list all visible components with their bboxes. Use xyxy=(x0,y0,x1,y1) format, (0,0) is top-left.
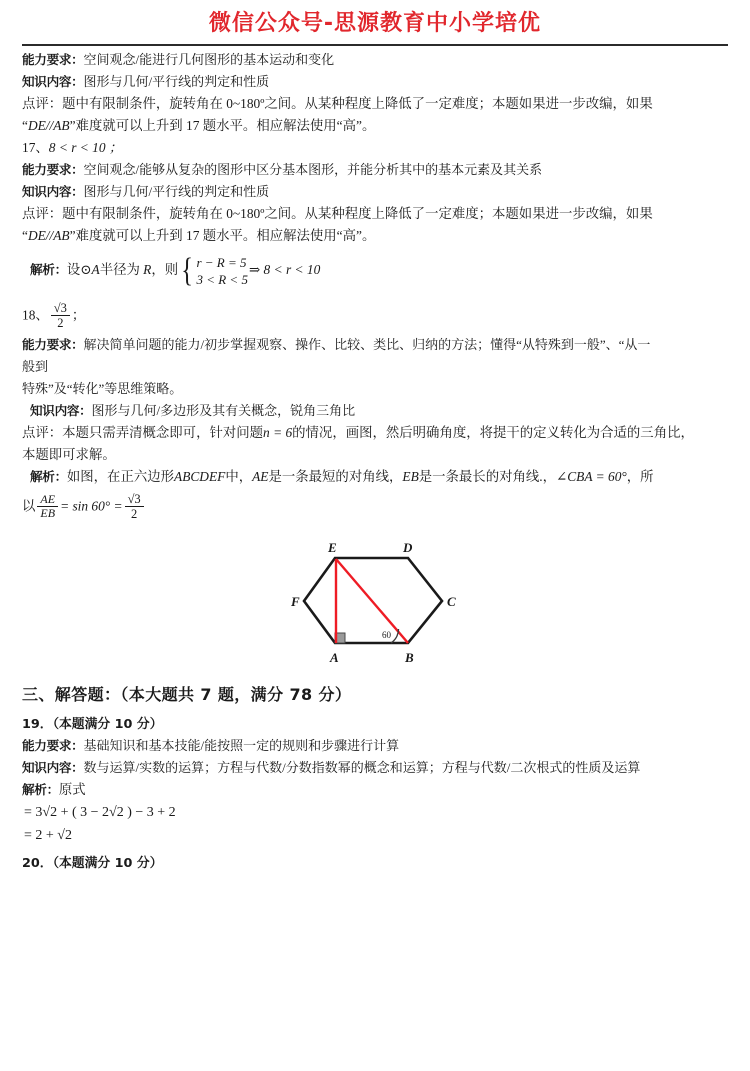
q18-comment-text-b: 的情况，画图，然后明确角度，将提干的定义转化为合适的三角比， xyxy=(292,425,694,440)
q19-math-line-2: = 2 + √2 xyxy=(24,828,72,843)
q18-ability-row-2 xyxy=(22,353,728,375)
q18-analysis-line2-mid: = sin 60° = xyxy=(60,498,123,514)
q16-knowledge-row xyxy=(22,68,728,90)
q18-comment-text-2: 本题即可求解。 xyxy=(22,447,116,462)
q18-ability-row-3 xyxy=(22,375,728,397)
q18-analysis-line2-pre: 以 xyxy=(22,498,36,514)
q18-answer-suffix: ； xyxy=(71,307,86,323)
q19-knowledge-row xyxy=(22,754,728,776)
system-equation-1: r − R = 5 xyxy=(196,255,247,270)
q17-knowledge-row xyxy=(22,178,728,200)
q17-analysis-mid: 半径为 xyxy=(99,262,140,278)
vertex-label-E: E xyxy=(328,540,337,555)
q19-analysis-row xyxy=(22,776,728,798)
q18-ratio-denominator: EB xyxy=(40,506,56,520)
q19-heading xyxy=(22,705,728,732)
hexagon-svg xyxy=(290,528,460,668)
q17-analysis-then: ，则 xyxy=(151,262,179,278)
q17-comment-row-2 xyxy=(22,222,728,244)
vertex-label-F: F xyxy=(291,594,300,609)
q18-analysis-text-a: 如图，在正六边形 xyxy=(66,469,175,484)
ability-label: 能力要求： xyxy=(22,738,84,753)
analysis-label: 解析： xyxy=(30,469,67,484)
q16-ability-row xyxy=(22,46,728,68)
q18-answer-fraction xyxy=(51,301,70,330)
knowledge-label: 知识内容： xyxy=(30,403,92,418)
q16-comment-expression: DE//AB xyxy=(27,118,70,133)
q17-comment-quote-open: “ xyxy=(22,228,28,243)
q18-result-numerator: √3 xyxy=(125,492,144,507)
q16-comment-text-2: ”难度就可以上升到 17 题水平。相应解法使用“高”。 xyxy=(69,118,376,133)
hexagon-figure xyxy=(290,528,460,668)
q18-analysis-text-b: 中， xyxy=(225,469,253,484)
ability-label: 能力要求： xyxy=(22,337,84,352)
q19-math-line-1: = 3√2 + ( 3 − 2√2 ) − 3 + 2 xyxy=(24,805,176,820)
q19-ability-row xyxy=(22,732,728,754)
q17-analysis-result: ⇒ 8 < r < 10 xyxy=(248,262,321,278)
q17-analysis-var-a: A xyxy=(91,262,100,278)
q18-number: 18、 xyxy=(22,307,49,323)
analysis-label: 解析： xyxy=(30,262,67,278)
q20-number: 20． xyxy=(22,856,53,871)
comment-label: 点评： xyxy=(22,96,63,111)
q16-comment-row-1 xyxy=(22,90,728,112)
comment-label: 点评： xyxy=(22,206,63,221)
q17-comment-text-2: ”难度就可以上升到 17 题水平。相应解法使用“高”。 xyxy=(69,228,376,243)
q18-polygon-name: ABCDEF xyxy=(174,469,226,484)
q18-comment-row-1 xyxy=(22,419,728,441)
q17-comment-expression: DE//AB xyxy=(27,228,70,243)
left-brace-icon: { xyxy=(181,252,194,290)
q18-ability-text-3: 特殊”及“转化”等思维策略。 xyxy=(22,381,183,396)
equation-system-lines xyxy=(196,254,248,288)
analysis-label: 解析： xyxy=(22,782,59,797)
vertex-label-D: D xyxy=(403,540,413,555)
q20-heading xyxy=(22,844,728,871)
q19-knowledge-text: 数与运算/实数的运算；方程与代数/分数指数幂的概念和运算；方程与代数/二次根式的性质及运算 xyxy=(83,760,641,775)
q18-analysis-row-2 xyxy=(22,485,728,522)
q17-analysis-pre: 设⊙ xyxy=(66,262,92,278)
vertex-label-C: C xyxy=(447,594,456,609)
comment-label: 点评： xyxy=(22,425,63,440)
q19-score: （本题满分 10 分） xyxy=(52,717,163,732)
q18-ability-row-1 xyxy=(22,331,728,353)
q16-ability-text: 空间观念/能进行几何图形的基本运动和变化 xyxy=(83,52,335,67)
q18-answer-numerator: √3 xyxy=(51,301,70,316)
knowledge-label: 知识内容： xyxy=(22,760,84,775)
q18-comment-text-a: 本题只需弄清概念即可，针对问题 xyxy=(62,425,264,440)
q18-ability-text-2: 般到 xyxy=(22,359,49,374)
q18-analysis-row-1 xyxy=(22,463,728,485)
q18-knowledge-text: 图形与几何/多边形及其有关概念，锐角三角比 xyxy=(91,403,356,418)
q19-ability-text: 基础知识和基本技能/能按照一定的规则和步骤进行计算 xyxy=(83,738,400,753)
vertex-label-B: B xyxy=(405,650,414,665)
q18-ability-text-1: 解决简单问题的能力/初步掌握观察、操作、比较、类比、归纳的方法；懂得“从特殊到一般”、“从一 xyxy=(83,337,651,352)
system-equation-2: 3 < R < 5 xyxy=(196,272,248,287)
angle-value-label: 60 xyxy=(382,630,391,640)
q18-segment-eb: EB xyxy=(402,469,419,484)
diagonal-eb-line xyxy=(336,559,408,643)
q17-number: 17、 xyxy=(22,140,49,155)
vertex-label-A: A xyxy=(330,650,339,665)
q17-ability-text: 空间观念/能够从复杂的图形中区分基本图形，并能分析其中的基本元素及其关系 xyxy=(83,162,543,177)
section-heading-3: 三、解答题：（本大题共 7 题，满分 78 分） xyxy=(22,685,352,704)
q18-analysis-text-e: ，所 xyxy=(626,469,654,484)
q18-analysis-text-d: 是一条最长的对角线.， xyxy=(418,469,557,484)
q17-answer-row xyxy=(22,134,728,156)
equation-system xyxy=(179,254,248,288)
q18-knowledge-row xyxy=(22,397,728,419)
q18-analysis-text-c: 是一条最短的对角线， xyxy=(268,469,403,484)
q16-comment-quote-open: “ xyxy=(22,118,28,133)
q19-number: 19． xyxy=(22,717,53,732)
q17-knowledge-text: 图形与几何/平行线的判定和性质 xyxy=(83,184,270,199)
q17-analysis-var-r: R xyxy=(143,262,152,278)
q19-analysis-text: 原式 xyxy=(58,782,86,797)
q18-comment-variable: n = 6 xyxy=(263,425,293,440)
q16-comment-text-1: 题中有限制条件，旋转角在 0~180º之间。从某种程度上降低了一定难度；本题如果进一步改编，如果 xyxy=(62,96,653,111)
q18-segment-ae: AE xyxy=(252,469,269,484)
q18-answer-denominator: 2 xyxy=(57,316,64,330)
q17-comment-text-1: 题中有限制条件，旋转角在 0~180º之间。从某种程度上降低了一定难度；本题如果进一步改编，如果 xyxy=(62,206,653,221)
q18-ratio-fraction xyxy=(37,493,58,521)
knowledge-label: 知识内容： xyxy=(22,74,84,89)
q18-angle-cba: ∠CBA = 60° xyxy=(556,469,627,484)
q17-analysis-row xyxy=(22,244,728,288)
q16-comment-row-2 xyxy=(22,112,728,134)
page-header-title: 微信公众号-思源教育中小学培优 xyxy=(208,11,542,36)
q18-answer-row xyxy=(22,288,728,331)
q20-score: （本题满分 10 分） xyxy=(52,856,163,871)
q16-knowledge-text: 图形与几何/平行线的判定和性质 xyxy=(83,74,270,89)
q17-comment-row-1 xyxy=(22,200,728,222)
q17-answer: 8 < r < 10 ； xyxy=(48,140,123,155)
q18-ratio-numerator: AE xyxy=(37,493,58,507)
knowledge-label: 知识内容： xyxy=(22,184,84,199)
q18-result-fraction xyxy=(125,492,144,521)
figure-container xyxy=(22,522,728,668)
q18-result-denominator: 2 xyxy=(131,507,138,521)
ability-label: 能力要求： xyxy=(22,162,84,177)
q17-ability-row xyxy=(22,156,728,178)
ability-label: 能力要求： xyxy=(22,52,84,67)
q18-comment-row-2 xyxy=(22,441,728,463)
